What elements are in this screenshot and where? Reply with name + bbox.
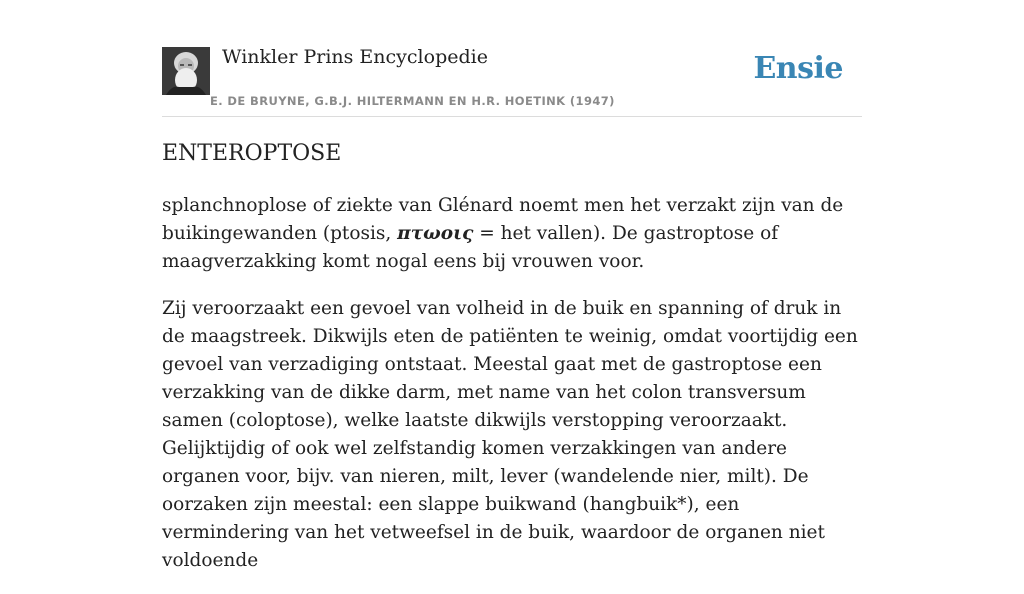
paragraph-1-text-end: = het vallen). De gastroptose of maagverzakking komt nogal eens bij vrouwen voor. xyxy=(162,223,779,272)
book-authors: E. DE BRUYNE, G.B.J. HILTERMANN EN H.R. HOETINK (1947) xyxy=(210,94,615,108)
paragraph-1-text-start: splanchnoplose of ziekte van Glénard noemt men het verzakt zijn van de buikingewanden (ptosis, xyxy=(162,195,844,244)
entry-title: ENTEROPTOSE xyxy=(162,141,342,166)
entry-body xyxy=(162,192,868,594)
author-avatar[interactable] xyxy=(162,47,210,95)
paragraph-1 xyxy=(162,192,868,276)
paragraph-2: Zij veroorzaakt een gevoel van volheid in de buik en spanning of druk in de maagstreek. Dikwijls eten de patiënten te weinig, omdat voortijdig een gevoel van verzadiging ontstaat. Meestal gaat met de gastroptose een verzakking van de dikke darm, met name van het colon transversum samen (coloptose), welke laatste dikwijls verstopping veroorzaakt. Gelijktijdig of ook wel zelfstandig komen verzakkingen van andere organen voor, bijv. van nieren, milt, lever (wandelende nier, milt). De oorzaken zijn meestal: een slappe buikwand (hangbuik*), een vermindering van het vetweefsel in de buik, waardoor de organen niet voldoende xyxy=(162,298,858,571)
ensie-logo[interactable]: Ensie xyxy=(753,51,843,86)
book-title[interactable]: Winkler Prins Encyclopedie xyxy=(222,46,488,68)
greek-word: πτωοις xyxy=(397,223,474,244)
book-header xyxy=(162,45,862,117)
